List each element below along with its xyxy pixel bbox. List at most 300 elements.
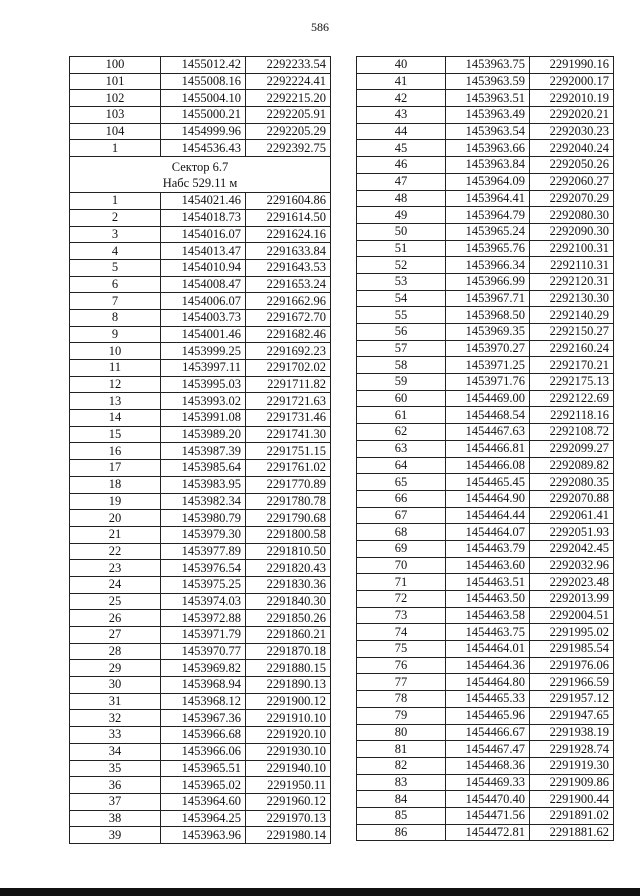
point-number: 2	[70, 209, 161, 226]
coordinate-x: 1454999.96	[161, 123, 246, 140]
coordinate-y: 2292118.16	[530, 407, 614, 424]
point-number: 72	[357, 591, 446, 608]
table-row	[70, 276, 331, 293]
point-number: 58	[357, 357, 446, 374]
point-number: 82	[357, 757, 446, 774]
coordinate-x: 1453999.25	[161, 343, 246, 360]
coordinate-x: 1453967.71	[446, 290, 530, 307]
coordinate-y: 2292070.29	[530, 190, 614, 207]
coordinate-x: 1453966.99	[446, 273, 530, 290]
table-row	[357, 674, 614, 691]
point-number: 1	[70, 140, 161, 157]
table-row	[357, 607, 614, 624]
table-row	[357, 641, 614, 658]
coordinate-y: 2291751.15	[246, 443, 331, 460]
coordinate-x: 1453974.03	[161, 593, 246, 610]
coordinate-y: 2291790.68	[246, 510, 331, 527]
point-number: 67	[357, 507, 446, 524]
table-row	[70, 326, 331, 343]
coordinate-x: 1454463.75	[446, 624, 530, 641]
point-number: 69	[357, 540, 446, 557]
coordinate-x: 1454464.07	[446, 524, 530, 541]
coordinate-x: 1453983.95	[161, 476, 246, 493]
coordinate-y: 2291780.78	[246, 493, 331, 510]
point-number: 34	[70, 743, 161, 760]
point-number: 101	[70, 73, 161, 90]
sector-header-row	[70, 157, 331, 193]
coordinate-y: 2291850.26	[246, 610, 331, 627]
coordinate-x: 1453965.76	[446, 240, 530, 257]
coordinate-x: 1454013.47	[161, 243, 246, 260]
table-row	[357, 591, 614, 608]
point-number: 25	[70, 593, 161, 610]
point-number: 50	[357, 223, 446, 240]
point-number: 33	[70, 727, 161, 744]
coordinate-y: 2291890.13	[246, 677, 331, 694]
point-number: 46	[357, 157, 446, 174]
table-row	[357, 173, 614, 190]
coordinate-x: 1453963.66	[446, 140, 530, 157]
coordinate-x: 1454466.67	[446, 724, 530, 741]
point-number: 28	[70, 643, 161, 660]
table-row	[357, 424, 614, 441]
point-number: 84	[357, 791, 446, 808]
table-row	[357, 273, 614, 290]
table-row	[70, 209, 331, 226]
table-row	[70, 793, 331, 810]
coordinate-x: 1453987.39	[161, 443, 246, 460]
point-number: 59	[357, 374, 446, 391]
table-row	[357, 774, 614, 791]
point-number: 40	[357, 57, 446, 74]
point-number: 51	[357, 240, 446, 257]
coordinate-x: 1453965.51	[161, 760, 246, 777]
point-number: 65	[357, 474, 446, 491]
table-row	[70, 393, 331, 410]
coordinate-x: 1454010.94	[161, 259, 246, 276]
coordinate-y: 2292205.91	[246, 107, 331, 124]
coordinate-y: 2292150.27	[530, 324, 614, 341]
coordinate-y: 2292224.41	[246, 73, 331, 90]
point-number: 74	[357, 624, 446, 641]
coordinate-x: 1453964.60	[161, 793, 246, 810]
coordinate-y: 2291711.82	[246, 376, 331, 393]
coordinate-x: 1453968.94	[161, 677, 246, 694]
table-row	[70, 193, 331, 210]
coordinate-x: 1454467.63	[446, 424, 530, 441]
table-row	[357, 507, 614, 524]
coordinate-y: 2291604.86	[246, 193, 331, 210]
point-number: 54	[357, 290, 446, 307]
table-row	[357, 824, 614, 841]
coordinate-x: 1454021.46	[161, 193, 246, 210]
table-row	[70, 443, 331, 460]
point-number: 39	[70, 827, 161, 844]
table-row	[70, 827, 331, 844]
table-row	[70, 226, 331, 243]
table-row	[357, 791, 614, 808]
table-row	[70, 627, 331, 644]
point-number: 13	[70, 393, 161, 410]
coordinate-y: 2291891.02	[530, 807, 614, 824]
coordinate-y: 2291840.30	[246, 593, 331, 610]
coordinate-y: 2291881.62	[530, 824, 614, 841]
coordinate-x: 1453964.09	[446, 173, 530, 190]
point-number: 62	[357, 424, 446, 441]
table-row	[70, 643, 331, 660]
point-number: 3	[70, 226, 161, 243]
table-row	[70, 710, 331, 727]
coordinate-y: 2291800.58	[246, 526, 331, 543]
point-number: 53	[357, 273, 446, 290]
table-row	[357, 107, 614, 124]
coordinate-y: 2292175.13	[530, 374, 614, 391]
coordinate-y: 2292392.75	[246, 140, 331, 157]
coordinate-x: 1453976.54	[161, 560, 246, 577]
point-number: 55	[357, 307, 446, 324]
coordinate-y: 2291938.19	[530, 724, 614, 741]
point-number: 4	[70, 243, 161, 260]
coordinate-x: 1453970.77	[161, 643, 246, 660]
table-row	[357, 123, 614, 140]
coordinate-y: 2291995.02	[530, 624, 614, 641]
table-row	[70, 693, 331, 710]
coordinate-x: 1454463.60	[446, 557, 530, 574]
coordinate-y: 2292122.69	[530, 390, 614, 407]
table-row	[357, 524, 614, 541]
table-row	[357, 190, 614, 207]
coordinate-x: 1455012.42	[161, 57, 246, 74]
coordinate-x: 1453963.49	[446, 107, 530, 124]
coordinate-x: 1453970.27	[446, 340, 530, 357]
coordinate-y: 2291643.53	[246, 259, 331, 276]
coordinate-y: 2291930.10	[246, 743, 331, 760]
point-number: 102	[70, 90, 161, 107]
coordinate-x: 1454469.00	[446, 390, 530, 407]
point-number: 78	[357, 691, 446, 708]
coordinate-x: 1453966.06	[161, 743, 246, 760]
point-number: 5	[70, 259, 161, 276]
point-number: 77	[357, 674, 446, 691]
table-row	[70, 410, 331, 427]
point-number: 38	[70, 810, 161, 827]
table-row	[357, 90, 614, 107]
coordinate-y: 2292010.19	[530, 90, 614, 107]
coordinate-y: 2291731.46	[246, 410, 331, 427]
coordinate-y: 2292090.30	[530, 223, 614, 240]
coordinate-x: 1454463.50	[446, 591, 530, 608]
coordinate-x: 1453997.11	[161, 360, 246, 377]
coordinate-y: 2292023.48	[530, 574, 614, 591]
table-row	[357, 324, 614, 341]
coordinate-y: 2292215.20	[246, 90, 331, 107]
point-number: 63	[357, 440, 446, 457]
table-row	[357, 207, 614, 224]
table-row	[357, 407, 614, 424]
coordinate-x: 1454463.58	[446, 607, 530, 624]
table-row	[357, 140, 614, 157]
table-row	[70, 476, 331, 493]
point-number: 42	[357, 90, 446, 107]
table-row	[70, 360, 331, 377]
coordinate-x: 1453963.51	[446, 90, 530, 107]
scan-edge-bar	[0, 888, 640, 896]
table-row	[357, 474, 614, 491]
coordinate-y: 2291947.65	[530, 707, 614, 724]
coordinate-x: 1454469.33	[446, 774, 530, 791]
point-number: 31	[70, 693, 161, 710]
point-number: 79	[357, 707, 446, 724]
table-row	[70, 560, 331, 577]
point-number: 75	[357, 641, 446, 658]
point-number: 8	[70, 309, 161, 326]
coordinate-x: 1453971.25	[446, 357, 530, 374]
coordinate-x: 1454464.36	[446, 657, 530, 674]
point-number: 20	[70, 510, 161, 527]
coordinate-y: 2291970.13	[246, 810, 331, 827]
table-row	[70, 610, 331, 627]
point-number: 35	[70, 760, 161, 777]
coordinate-x: 1454468.36	[446, 757, 530, 774]
table-row	[70, 140, 331, 157]
coordinate-y: 2292089.82	[530, 457, 614, 474]
table-row	[70, 777, 331, 794]
coordinate-x: 1454016.07	[161, 226, 246, 243]
table-row	[70, 259, 331, 276]
table-row	[357, 457, 614, 474]
coordinate-y: 2292140.29	[530, 307, 614, 324]
point-number: 1	[70, 193, 161, 210]
point-number: 41	[357, 73, 446, 90]
coordinate-x: 1454463.51	[446, 574, 530, 591]
coordinate-x: 1454467.47	[446, 741, 530, 758]
coordinate-y: 2291976.06	[530, 657, 614, 674]
point-number: 57	[357, 340, 446, 357]
coordinate-y: 2292130.30	[530, 290, 614, 307]
coordinate-x: 1454463.79	[446, 540, 530, 557]
table-row	[70, 526, 331, 543]
coordinate-x: 1453995.03	[161, 376, 246, 393]
coordinate-y: 2291985.54	[530, 641, 614, 658]
coordinate-x: 1453963.84	[446, 157, 530, 174]
table-row	[70, 376, 331, 393]
coordinate-y: 2291966.59	[530, 674, 614, 691]
coordinate-x: 1453963.75	[446, 57, 530, 74]
table-row	[357, 307, 614, 324]
table-row	[357, 741, 614, 758]
coordinate-y: 2292100.31	[530, 240, 614, 257]
coordinate-x: 1454465.96	[446, 707, 530, 724]
coordinate-x: 1453980.79	[161, 510, 246, 527]
coordinate-y: 2291614.50	[246, 209, 331, 226]
coordinates-table-left	[69, 56, 331, 844]
point-number: 44	[357, 123, 446, 140]
coordinate-y: 2292030.23	[530, 123, 614, 140]
coordinate-y: 2291672.70	[246, 309, 331, 326]
point-number: 47	[357, 173, 446, 190]
table-row	[70, 57, 331, 74]
coordinate-y: 2292080.35	[530, 474, 614, 491]
point-number: 86	[357, 824, 446, 841]
coordinate-x: 1453963.54	[446, 123, 530, 140]
point-number: 60	[357, 390, 446, 407]
coordinate-y: 2291910.10	[246, 710, 331, 727]
coordinate-y: 2291940.10	[246, 760, 331, 777]
coordinate-x: 1453968.50	[446, 307, 530, 324]
point-number: 7	[70, 293, 161, 310]
sector-subtitle: Набс 529.11 м	[162, 176, 238, 191]
coordinate-y: 2291957.12	[530, 691, 614, 708]
point-number: 14	[70, 410, 161, 427]
point-number: 29	[70, 660, 161, 677]
coordinate-x: 1454464.01	[446, 641, 530, 658]
table-row	[70, 510, 331, 527]
point-number: 26	[70, 610, 161, 627]
table-row	[357, 490, 614, 507]
coordinate-x: 1453964.79	[446, 207, 530, 224]
coordinate-x: 1454468.54	[446, 407, 530, 424]
point-number: 61	[357, 407, 446, 424]
coordinates-table-right	[356, 56, 614, 841]
table-row	[70, 660, 331, 677]
table-row	[70, 293, 331, 310]
coordinate-y: 2292061.41	[530, 507, 614, 524]
table-row	[70, 123, 331, 140]
coordinate-y: 2292051.93	[530, 524, 614, 541]
coordinate-y: 2292070.88	[530, 490, 614, 507]
table-row	[357, 557, 614, 574]
right-rows	[357, 57, 614, 841]
table-row	[357, 707, 614, 724]
table-row	[70, 743, 331, 760]
table-row	[357, 540, 614, 557]
point-number: 49	[357, 207, 446, 224]
coordinate-x: 1454465.45	[446, 474, 530, 491]
coordinate-x: 1454003.73	[161, 309, 246, 326]
point-number: 45	[357, 140, 446, 157]
coordinate-x: 1453966.68	[161, 727, 246, 744]
coordinate-y: 2292060.27	[530, 173, 614, 190]
point-number: 9	[70, 326, 161, 343]
coordinate-y: 2291900.12	[246, 693, 331, 710]
table-row	[70, 243, 331, 260]
point-number: 6	[70, 276, 161, 293]
sector-header	[70, 157, 331, 193]
point-number: 36	[70, 777, 161, 794]
coordinate-x: 1453965.02	[161, 777, 246, 794]
coordinate-y: 2291990.16	[530, 57, 614, 74]
coordinate-y: 2291900.44	[530, 791, 614, 808]
left-top-rows	[70, 57, 331, 157]
table-row	[70, 460, 331, 477]
point-number: 52	[357, 257, 446, 274]
coordinate-y: 2292120.31	[530, 273, 614, 290]
coordinate-x: 1453964.41	[446, 190, 530, 207]
coordinate-y: 2291980.14	[246, 827, 331, 844]
table-row	[357, 440, 614, 457]
coordinate-y: 2292099.27	[530, 440, 614, 457]
coordinate-x: 1454465.33	[446, 691, 530, 708]
table-row	[70, 810, 331, 827]
coordinate-y: 2292108.72	[530, 424, 614, 441]
point-number: 24	[70, 576, 161, 593]
point-number: 17	[70, 460, 161, 477]
coordinate-x: 1453971.79	[161, 627, 246, 644]
coordinate-y: 2291682.46	[246, 326, 331, 343]
sector-header-group	[70, 157, 331, 193]
coordinate-x: 1454464.44	[446, 507, 530, 524]
page-number: 586	[311, 20, 329, 34]
coordinate-y: 2291662.96	[246, 293, 331, 310]
table-row	[70, 343, 331, 360]
point-number: 81	[357, 741, 446, 758]
coordinate-x: 1453963.96	[161, 827, 246, 844]
coordinate-y: 2292013.99	[530, 591, 614, 608]
coordinate-x: 1453989.20	[161, 426, 246, 443]
coordinate-x: 1454001.46	[161, 326, 246, 343]
point-number: 68	[357, 524, 446, 541]
point-number: 48	[357, 190, 446, 207]
point-number: 32	[70, 710, 161, 727]
point-number: 27	[70, 627, 161, 644]
coordinate-x: 1453982.34	[161, 493, 246, 510]
coordinate-y: 2292042.45	[530, 540, 614, 557]
coordinate-x: 1453963.59	[446, 73, 530, 90]
coordinate-y: 2291770.89	[246, 476, 331, 493]
point-number: 100	[70, 57, 161, 74]
point-number: 103	[70, 107, 161, 124]
coordinate-x: 1453985.64	[161, 460, 246, 477]
coordinate-y: 2291830.36	[246, 576, 331, 593]
coordinate-x: 1453979.30	[161, 526, 246, 543]
coordinate-x: 1455004.10	[161, 90, 246, 107]
table-row	[357, 340, 614, 357]
table-row	[70, 760, 331, 777]
coordinate-y: 2292205.29	[246, 123, 331, 140]
point-number: 11	[70, 360, 161, 377]
coordinate-x: 1453968.12	[161, 693, 246, 710]
coordinate-x: 1454464.80	[446, 674, 530, 691]
point-number: 80	[357, 724, 446, 741]
coordinate-x: 1453966.34	[446, 257, 530, 274]
point-number: 10	[70, 343, 161, 360]
coordinate-x: 1454464.90	[446, 490, 530, 507]
coordinate-y: 2292160.24	[530, 340, 614, 357]
coordinate-y: 2292080.30	[530, 207, 614, 224]
table-row	[70, 73, 331, 90]
point-number: 30	[70, 677, 161, 694]
table-row	[357, 223, 614, 240]
point-number: 104	[70, 123, 161, 140]
table-row	[357, 574, 614, 591]
point-number: 64	[357, 457, 446, 474]
coordinate-x: 1453991.08	[161, 410, 246, 427]
table-row	[70, 727, 331, 744]
point-number: 76	[357, 657, 446, 674]
coordinate-y: 2291741.30	[246, 426, 331, 443]
table-row	[357, 807, 614, 824]
coordinate-x: 1453971.76	[446, 374, 530, 391]
coordinate-x: 1453993.02	[161, 393, 246, 410]
coordinate-y: 2292110.31	[530, 257, 614, 274]
coordinate-x: 1455008.16	[161, 73, 246, 90]
coordinate-y: 2292032.96	[530, 557, 614, 574]
coordinate-x: 1453977.89	[161, 543, 246, 560]
coordinate-y: 2291960.12	[246, 793, 331, 810]
coordinate-y: 2292000.17	[530, 73, 614, 90]
table-row	[70, 90, 331, 107]
coordinate-y: 2292020.21	[530, 107, 614, 124]
